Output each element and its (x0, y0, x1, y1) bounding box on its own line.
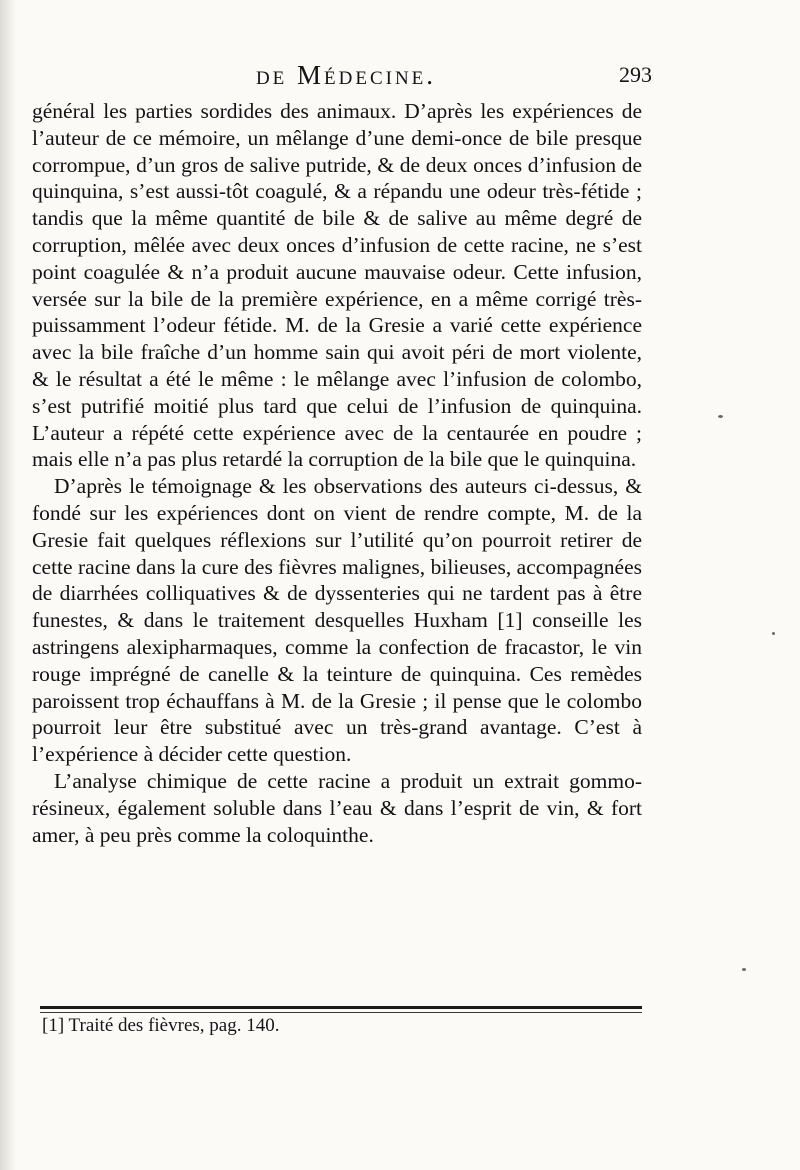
paragraph: général les parties sordides des animaux. D’après les expériences de l’auteur de ce mémoire, un mêlange d’une demi-once de bile presque corrompue, d’un gros de salive putride, & de deux onces d’infusion de quinquina, s’est aussi-tôt coagulé, & a répandu une odeur très-fétide ; tandis que la même quantité de bile & de salive au même degré de corruption, mêlée avec deux onces d’infusion de cette racine, ne s’est point coagulée & n’a produit aucune mauvaise odeur. Cette infusion, versée sur la bile de la première expérience, en a même corrigé très-puissamment l’odeur fétide. M. de la Gresie a varié cette expérience avec la bile fraîche d’un homme sain qui avoit péri de mort violente, & le résultat a été le même : le mêlange avec l’infusion de colombo, s’est putrifié moitié plus tard que celui de l’infusion de quinquina. L’auteur a répété cette expérience avec de la centaurée en poudre ; mais elle n’a pas plus retardé la corruption de la bile que le quinquina. (32, 99, 642, 472)
running-title: de Médecine. (255, 60, 437, 90)
footnote-rule-thin (40, 1012, 642, 1013)
page-header (40, 58, 652, 98)
page-gutter-shadow (0, 0, 16, 1170)
ink-speck (772, 632, 775, 635)
body-text (32, 98, 642, 848)
ink-speck (718, 415, 723, 418)
ink-speck (742, 968, 746, 971)
footnote: [1] Traité des fièvres, pag. 140. (42, 1015, 280, 1036)
paragraph: D’après le témoignage & les observations des auteurs ci-dessus, & fondé sur les expériences dont on vient de rendre compte, M. de la Gresie fait quelques réflexions sur l’utilité qu’on pourroit retirer de cette racine dans la cure des fièvres malignes, bilieuses, accompagnées de diarrhées colliquatives & de dyssenteries qui ne tardent pas à être funestes, & dans le traitement desquelles Huxham [1] conseille les astringens alexipharmaques, comme la confection de fracastor, le vin rouge imprégné de canelle & la teinture de quinquina. Ces remèdes paroissent trop échauffans à M. de la Gresie ; il pense que le colombo pourroit leur être substitué avec un très-grand avantage. C’est à l’expérience à décider cette question. (32, 474, 642, 767)
paragraph: L’analyse chimique de cette racine a produit un extrait gommo-résineux, également soluble dans l’eau & dans l’esprit de vin, & fort amer, à peu près comme la coloquinthe. (32, 768, 642, 847)
footnote-rule (40, 1006, 642, 1009)
page-number: 293 (619, 62, 652, 87)
